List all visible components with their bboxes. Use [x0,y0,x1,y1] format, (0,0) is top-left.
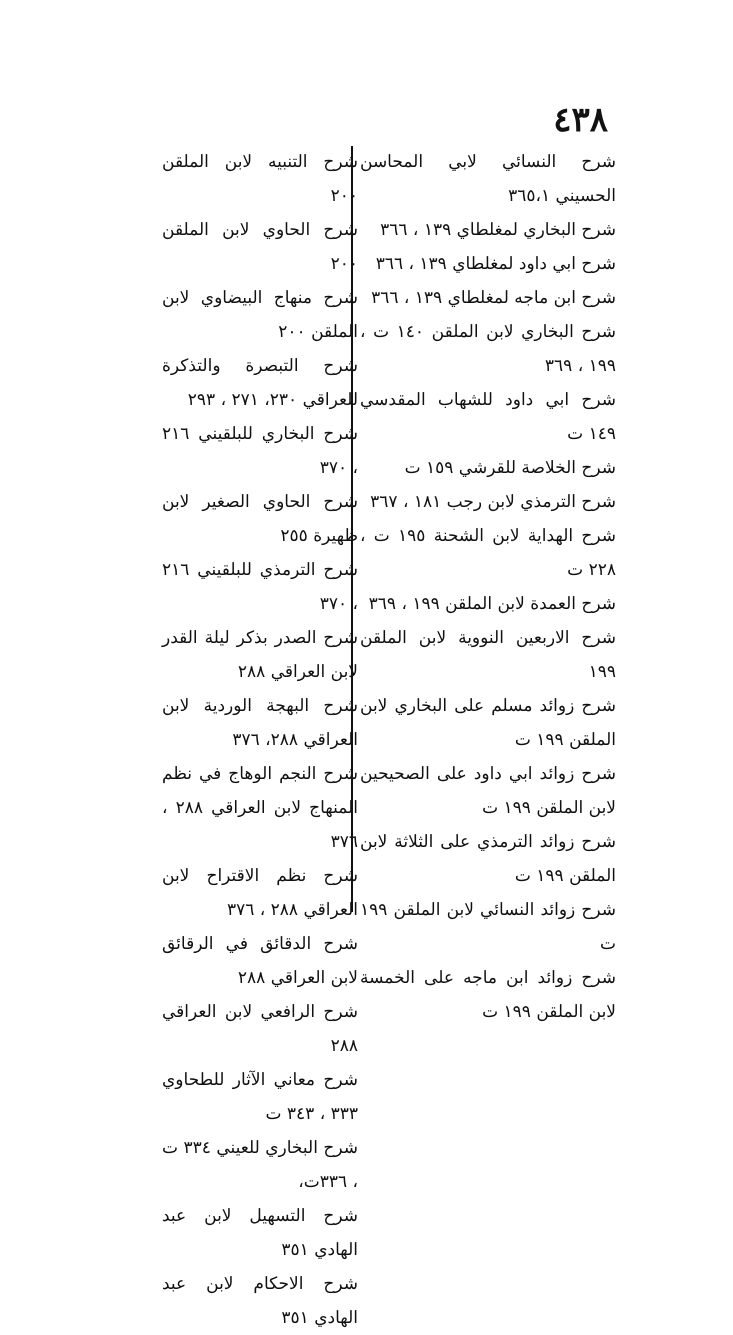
index-left-column [162,145,358,1335]
index-entry: شرح الصدر بذكر ليلة القدر لابن العراقي ٢٨٨ [162,628,358,682]
index-entry: شرح زوائد الترمذي على الثلاثة لابن الملقن ١٩٩ ت [360,832,616,886]
index-entry: شرح الدقائق في الرقائق لابن العراقي ٢٨٨ [162,934,358,988]
index-entry: شرح الترمذي لابن رجب ١٨١ ، ٣٦٧ [370,492,616,512]
index-entry: شرح الخلاصة للقرشي ١٥٩ ت [404,458,616,478]
index-entry: شرح ابي داود لمغلطاي ١٣٩ ، ٣٦٦ [375,254,616,274]
index-entry: شرح البخاري للبلقيني ٢١٦ ، ٣٧٠ [162,424,358,478]
index-entry: شرح البخاري لمغلطاي ١٣٩ ، ٣٦٦ [380,220,616,240]
index-entry: شرح البخاري لابن الملقن ١٤٠ ت ، ١٩٩ ، ٣٦٩ [360,322,616,376]
index-entry: شرح التبصرة والتذكرة للعراقي ٢٣٠، ٢٧١ ، ٢٩٣ [162,356,358,410]
index-entry: شرح نظم الاقتراح لابن العراقي ٢٨٨ ، ٣٧٦ [162,866,358,920]
index-entry: شرح الترمذي للبلقيني ٢١٦ ، ٣٧٠ [162,560,358,614]
index-entry: شرح الهداية لابن الشحنة ١٩٥ ت ، ٢٢٨ ت [360,526,616,580]
index-entry: شرح الحاوي لابن الملقن ٢٠٠ [162,220,358,274]
index-entry: شرح زوائد النسائي لابن الملقن ١٩٩ ت [360,900,616,954]
index-right-column [360,145,616,1029]
index-entry: شرح زوائد ابي داود على الصحيحين لابن الملقن ١٩٩ ت [360,764,616,818]
index-entry: شرح زوائد مسلم على البخاري لابن الملقن ١٩٩ ت [360,696,616,750]
index-entry: شرح البهجة الوردية لابن العراقي ٢٨٨، ٣٧٦ [162,696,358,750]
index-entry: شرح معاني الآثار للطحاوي ٣٣٣ ، ٣٤٣ ت [162,1070,358,1124]
index-entry: شرح النجم الوهاج في نظم المنهاج لابن العراقي ٢٨٨ ، ٣٧٦ [162,764,359,852]
index-entry: شرح التنبيه لابن الملقن ٢٠٠ [162,152,358,206]
index-entry: شرح منهاج البيضاوي لابن الملقن ٢٠٠ [162,288,358,342]
index-entry: شرح ابن ماجه لمغلطاي ١٣٩ ، ٣٦٦ [371,288,616,308]
index-entry: شرح الحاوي الصغير لابن ظهيرة ٢٥٥ [162,492,358,546]
index-entry: شرح الاربعين النووية لابن الملقن ١٩٩ [360,628,616,682]
index-entry: شرح التسهيل لابن عبد الهادي ٣٥١ [162,1206,358,1260]
index-entry: شرح البخاري للعيني ٣٣٤ ت ، ٣٣٦ت، [162,1138,358,1192]
index-entry: شرح زوائد ابن ماجه على الخمسة لابن الملقن ١٩٩ ت [360,968,616,1022]
index-entry: شرح العمدة لابن الملقن ١٩٩ ، ٣٦٩ [368,594,616,614]
index-entry: شرح ابي داود للشهاب المقدسي ١٤٩ ت [360,390,616,444]
page-number: ٤٣٨ [553,100,608,140]
index-entry: شرح النسائي لابي المحاسن الحسيني ٣٦٥،١ [360,152,616,206]
index-entry: شرح الاحكام لابن عبد الهادي ٣٥١ [162,1274,358,1328]
index-entry: شرح الرافعي لابن العراقي ٢٨٨ [162,1002,358,1056]
